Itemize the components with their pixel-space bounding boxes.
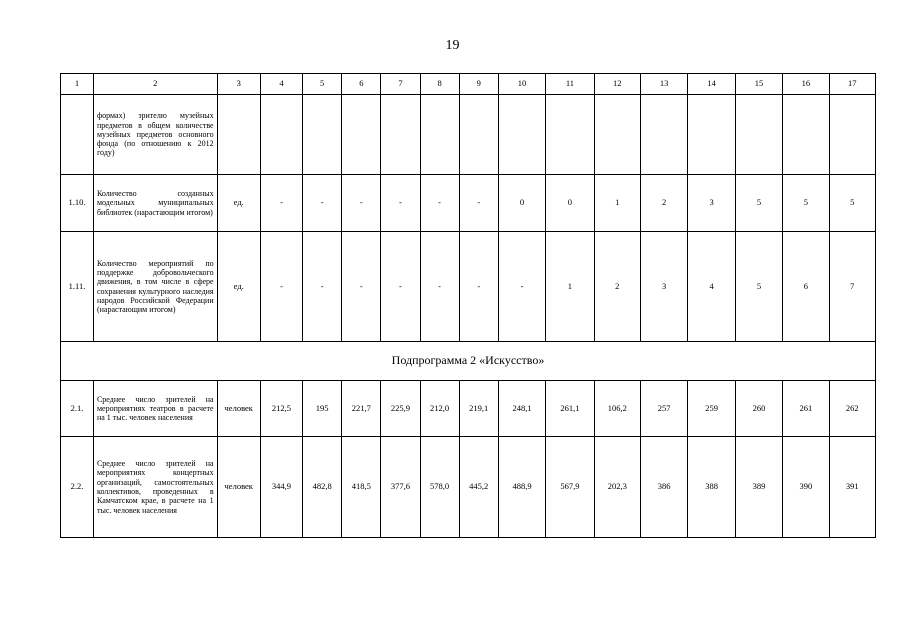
- row-number: 2.1.: [61, 381, 94, 437]
- row-value: -: [260, 175, 302, 232]
- row-value: 3: [688, 175, 735, 232]
- row-value: 262: [829, 381, 875, 437]
- row-value: 106,2: [594, 381, 640, 437]
- column-header: 15: [735, 74, 782, 95]
- row-value: 219,1: [459, 381, 498, 437]
- subprogram-title: Подпрограмма 2 «Искусство»: [61, 342, 876, 381]
- row-value: [546, 95, 594, 175]
- indicators-table: [60, 73, 876, 538]
- column-header: 12: [594, 74, 640, 95]
- table-row: [61, 232, 876, 342]
- row-value: [342, 95, 381, 175]
- column-header: 2: [93, 74, 217, 95]
- row-value: 2: [594, 232, 640, 342]
- row-value: 1: [546, 232, 594, 342]
- row-description: Среднее число зрителей на мероприятиях концертных организаций, самостоятельных коллективов, проведенных в Камчатском крае, в расчете на 1 тыс. человек населения: [93, 437, 217, 538]
- column-header: 6: [342, 74, 381, 95]
- row-value: 377,6: [381, 437, 420, 538]
- row-value: 0: [498, 175, 545, 232]
- row-value: 5: [783, 175, 829, 232]
- row-unit: ед.: [217, 175, 260, 232]
- table-header-row: [61, 74, 876, 95]
- row-value: 388: [688, 437, 735, 538]
- row-value: 2: [640, 175, 687, 232]
- column-header: 16: [783, 74, 829, 95]
- row-value: -: [381, 232, 420, 342]
- row-value: 225,9: [381, 381, 420, 437]
- row-number: 1.11.: [61, 232, 94, 342]
- row-value: 212,5: [260, 381, 302, 437]
- row-value: 389: [735, 437, 782, 538]
- column-header: 3: [217, 74, 260, 95]
- row-unit: человек: [217, 381, 260, 437]
- row-value: [459, 95, 498, 175]
- row-value: [260, 95, 302, 175]
- column-header: 1: [61, 74, 94, 95]
- row-value: 195: [303, 381, 342, 437]
- row-value: -: [498, 232, 545, 342]
- column-header: 13: [640, 74, 687, 95]
- column-header: 4: [260, 74, 302, 95]
- row-value: 445,2: [459, 437, 498, 538]
- row-value: [303, 95, 342, 175]
- row-value: 221,7: [342, 381, 381, 437]
- row-value: [688, 95, 735, 175]
- row-value: -: [459, 232, 498, 342]
- row-value: -: [420, 175, 459, 232]
- row-description: Количество мероприятий по поддержке добровольческого движения, в том числе в сфере сохранения культурного наследия народов Российской Федерации (нарастающим итогом): [93, 232, 217, 342]
- column-header: 17: [829, 74, 875, 95]
- column-header: 8: [420, 74, 459, 95]
- row-value: -: [459, 175, 498, 232]
- row-value: -: [420, 232, 459, 342]
- table-row: [61, 437, 876, 538]
- column-header: 11: [546, 74, 594, 95]
- row-value: 1: [594, 175, 640, 232]
- column-header: 9: [459, 74, 498, 95]
- row-description: Среднее число зрителей на мероприятиях театров в расчете на 1 тыс. человек населения: [93, 381, 217, 437]
- row-value: 482,8: [303, 437, 342, 538]
- row-description: формах) зрителю музейных предметов в общем количестве музейных предметов основного фонда (по отношению к 2012 году): [93, 95, 217, 175]
- table-row: [61, 381, 876, 437]
- row-value: 3: [640, 232, 687, 342]
- row-value: -: [342, 232, 381, 342]
- row-unit: человек: [217, 437, 260, 538]
- row-unit: [217, 95, 260, 175]
- subprogram-row: [61, 342, 876, 381]
- row-number: 1.10.: [61, 175, 94, 232]
- row-value: [829, 95, 875, 175]
- row-value: 0: [546, 175, 594, 232]
- row-number: [61, 95, 94, 175]
- column-header: 7: [381, 74, 420, 95]
- table-row: [61, 95, 876, 175]
- row-value: [783, 95, 829, 175]
- row-number: 2.2.: [61, 437, 94, 538]
- column-header: 10: [498, 74, 545, 95]
- row-value: 4: [688, 232, 735, 342]
- row-value: 391: [829, 437, 875, 538]
- row-value: 567,9: [546, 437, 594, 538]
- row-value: 259: [688, 381, 735, 437]
- row-unit: ед.: [217, 232, 260, 342]
- row-value: 488,9: [498, 437, 545, 538]
- row-value: [498, 95, 545, 175]
- row-value: 344,9: [260, 437, 302, 538]
- row-value: 6: [783, 232, 829, 342]
- row-value: -: [303, 232, 342, 342]
- column-header: 14: [688, 74, 735, 95]
- row-value: -: [342, 175, 381, 232]
- row-value: 418,5: [342, 437, 381, 538]
- row-value: 386: [640, 437, 687, 538]
- row-value: 5: [829, 175, 875, 232]
- row-value: 7: [829, 232, 875, 342]
- column-header: 5: [303, 74, 342, 95]
- row-value: 390: [783, 437, 829, 538]
- row-value: [640, 95, 687, 175]
- row-value: -: [260, 232, 302, 342]
- row-value: 260: [735, 381, 782, 437]
- table-row: [61, 175, 876, 232]
- page-number: 19: [445, 38, 460, 53]
- row-value: 5: [735, 232, 782, 342]
- row-value: 261,1: [546, 381, 594, 437]
- row-value: [594, 95, 640, 175]
- row-description: Количество созданных модельных муниципальных библиотек (нарастающим итогом): [93, 175, 217, 232]
- row-value: 202,3: [594, 437, 640, 538]
- row-value: [735, 95, 782, 175]
- row-value: 248,1: [498, 381, 545, 437]
- row-value: -: [303, 175, 342, 232]
- row-value: [381, 95, 420, 175]
- row-value: -: [381, 175, 420, 232]
- row-value: 257: [640, 381, 687, 437]
- row-value: 212,0: [420, 381, 459, 437]
- row-value: 5: [735, 175, 782, 232]
- row-value: 261: [783, 381, 829, 437]
- row-value: 578,0: [420, 437, 459, 538]
- row-value: [420, 95, 459, 175]
